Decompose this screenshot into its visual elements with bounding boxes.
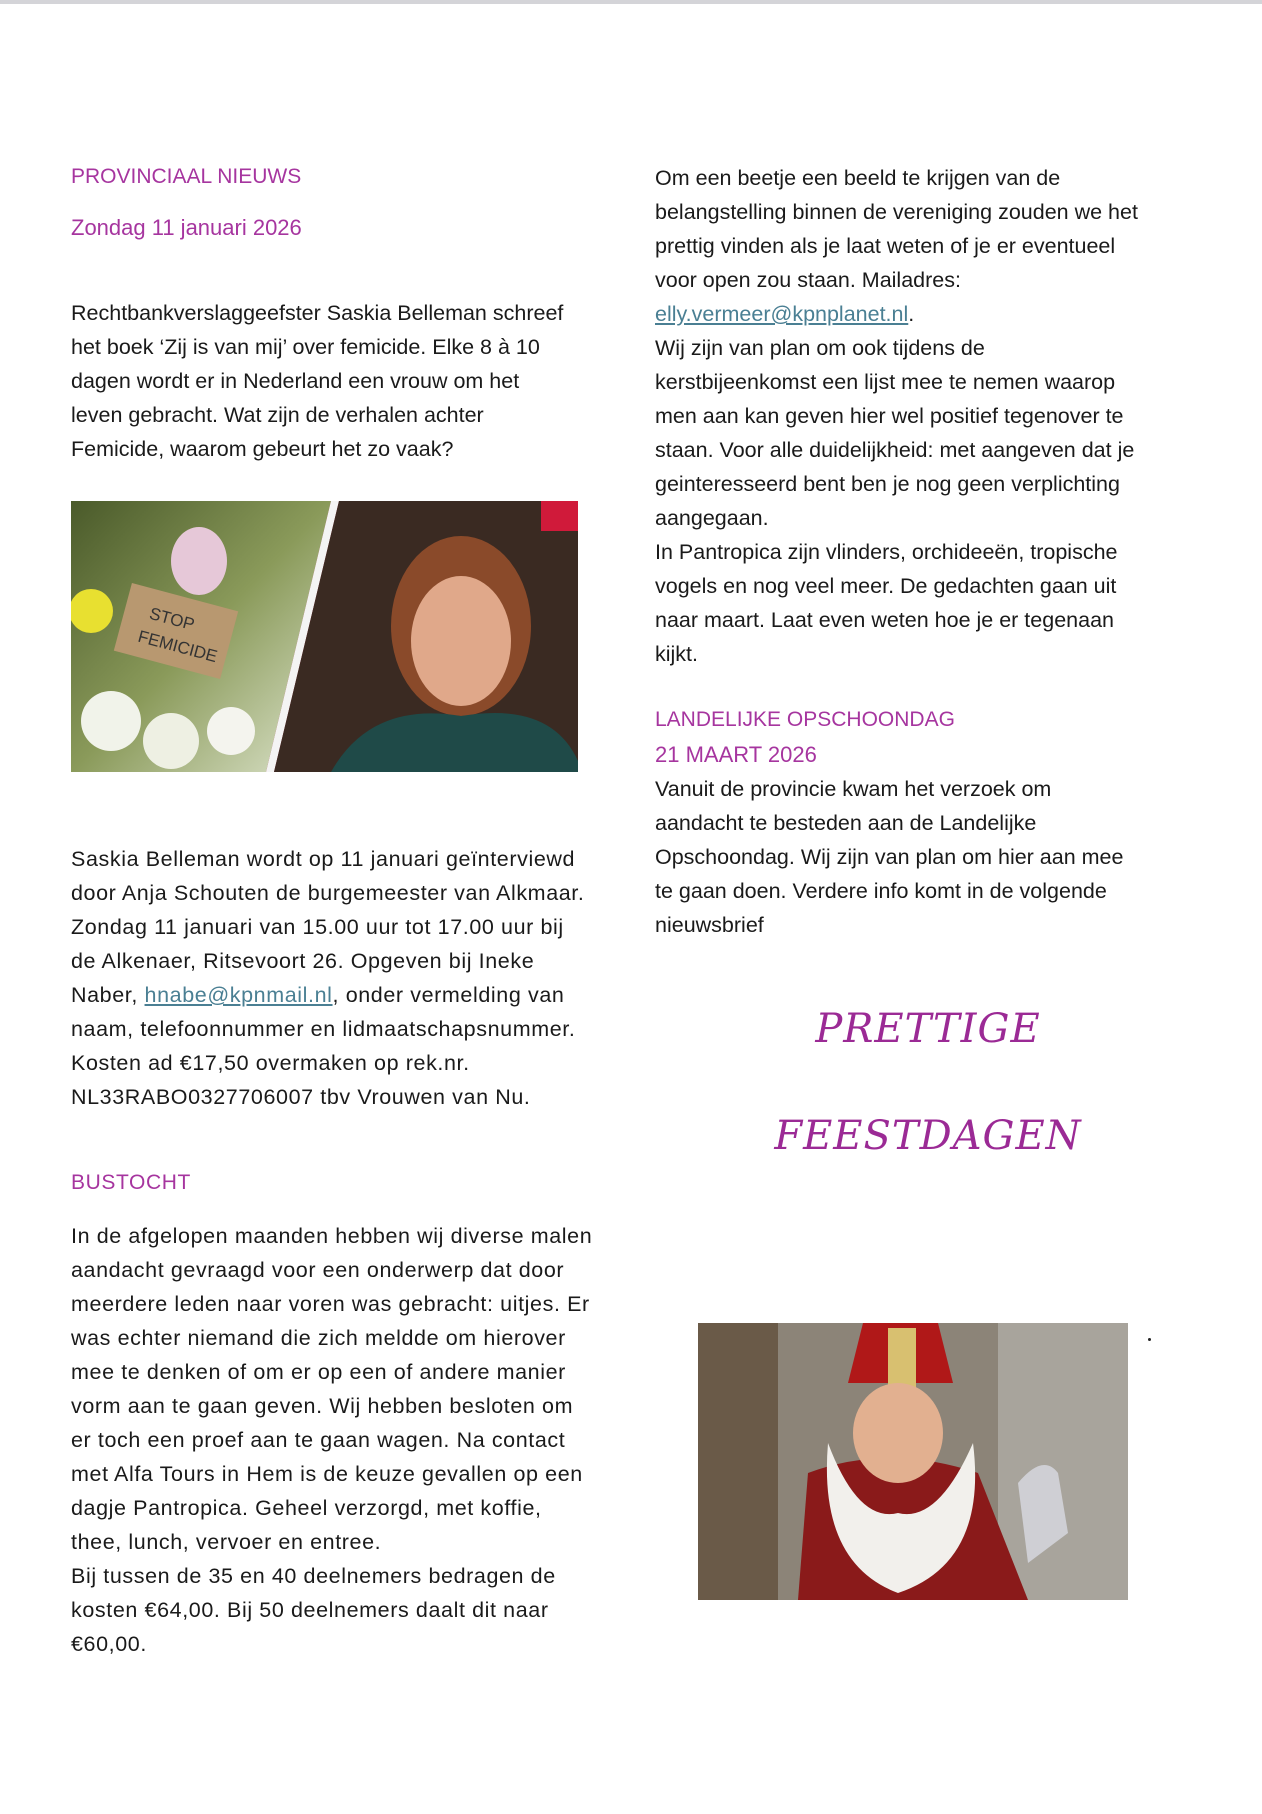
text-line: aangegaan. [655,506,769,530]
bustocht-paragraph [71,1219,592,1661]
text-line: Opschoondag. Wij zijn van plan om hier aan mee [655,845,1124,869]
text-line: prettig vinden als je laat weten of je er eventueel [655,234,1116,258]
text-line: leven gebracht. Wat zijn de verhalen achter [71,403,484,427]
greeting-line-1: PRETTIGE [815,1006,1041,1052]
text-line: NL33RABO0327706007 tbv Vrouwen van Nu. [71,1085,531,1109]
text-line: belangstelling binnen de vereniging zouden we het [655,200,1138,224]
text-line: geinteresseerd bent ben je nog geen verplichting [655,472,1120,496]
email-link[interactable]: elly.vermeer@kpnplanet.nl [655,302,909,326]
text-line: Zondag 11 januari van 15.00 uur tot 17.00 uur bij [71,915,564,939]
text-line: was echter niemand die zich meldde om hierover [71,1326,566,1350]
svg-text:FEMICIDE: FEMICIDE [135,626,220,667]
text-segment: . [908,302,915,326]
text-line: de Alkenaer, Ritsevoort 26. Opgeven bij Ineke [71,949,535,973]
text-line: Vanuit de provincie kwam het verzoek om [655,777,1052,801]
text-line: €60,00. [71,1632,147,1656]
text-line: kijkt. [655,642,698,666]
text-line: In de afgelopen maanden hebben wij diverse malen [71,1224,593,1248]
text-line: In Pantropica zijn vlinders, orchideeën, tropische [655,540,1118,564]
text-line: met Alfa Tours in Hem is de keuze gevallen op een [71,1462,583,1486]
text-line: staan. Voor alle duidelijkheid: met aangeven dat je [655,438,1135,462]
stray-dot [1148,1338,1151,1341]
text-line: kosten €64,00. Bij 50 deelnemers daalt dit naar [71,1598,549,1622]
text-segment: Naber, [71,983,145,1007]
text-line: door Anja Schouten de burgemeester van Alkmaar. [71,881,585,905]
text-line: te gaan doen. Verdere info komt in de volgende [655,879,1107,903]
text-line: naar maart. Laat even weten hoe je er tegenaan [655,608,1114,632]
event-paragraph [71,842,584,1114]
opschoondag-paragraph [655,772,1123,942]
svg-text:STOP: STOP [147,603,197,635]
text-line: Om een beetje een beeld te krijgen van de [655,166,1061,190]
femicide-image [71,501,578,772]
text-segment: , onder vermelding van [332,983,565,1007]
event-date: Zondag 11 januari 2026 [71,215,302,240]
text-line: dagje Pantropica. Geheel verzorgd, met koffie, [71,1496,542,1520]
text-line: men aan kan geven hier wel positief tegenover te [655,404,1124,428]
survey-paragraph [655,161,1138,671]
text-line: nieuwsbrief [655,913,764,937]
text-line: vorm aan te gaan geven. Wij hebben besloten om [71,1394,574,1418]
section-heading-bustocht: BUSTOCHT [71,1171,191,1194]
text-line: meerdere leden naar voren was gebracht: uitjes. Er [71,1292,590,1316]
section-heading-opschoondag: LANDELIJKE OPSCHOONDAG [655,708,955,731]
text-line: kerstbijeenkomst een lijst mee te nemen waarop [655,370,1116,394]
text-line: het boek ‘Zij is van mij’ over femicide. Elke 8 à 10 [71,335,540,359]
sinterklaas-image [698,1323,1128,1600]
text-line: er toch een proef aan te gaan wagen. Na contact [71,1428,566,1452]
text-line [655,297,1138,331]
top-border [0,0,1262,4]
text-line: aandacht gevraagd voor een onderwerp dat door [71,1258,565,1282]
text-line: aandacht te besteden aan de Landelijke [655,811,1037,835]
text-line: Rechtbankverslaggeefster Saskia Belleman schreef [71,301,564,325]
text-line: naam, telefoonnummer en lidmaatschapsnummer. [71,1017,576,1041]
text-line: voor open zou staan. Mailadres: [655,268,961,292]
opschoondag-date: 21 MAART 2026 [655,742,817,767]
greeting-line-2: FEESTDAGEN [774,1113,1082,1159]
text-line: mee te denken of om er op een of andere manier [71,1360,566,1384]
text-line: Bij tussen de 35 en 40 deelnemers bedragen de [71,1564,556,1588]
text-line [71,978,584,1012]
text-line: Saskia Belleman wordt op 11 januari geïnterviewd [71,847,576,871]
text-line: thee, lunch, vervoer en entree. [71,1530,382,1554]
section-heading-provinciaal: PROVINCIAAL NIEUWS [71,165,302,188]
text-line: Femicide, waarom gebeurt het zo vaak? [71,437,454,461]
text-line: dagen wordt er in Nederland een vrouw om het [71,369,520,393]
intro-paragraph [71,296,563,466]
email-link[interactable]: hnabe@kpnmail.nl [144,983,333,1007]
text-line: Kosten ad €17,50 overmaken op rek.nr. [71,1051,470,1075]
text-line: Wij zijn van plan om ook tijdens de [655,336,985,360]
text-line: vogels en nog veel meer. De gedachten gaan uit [655,574,1117,598]
